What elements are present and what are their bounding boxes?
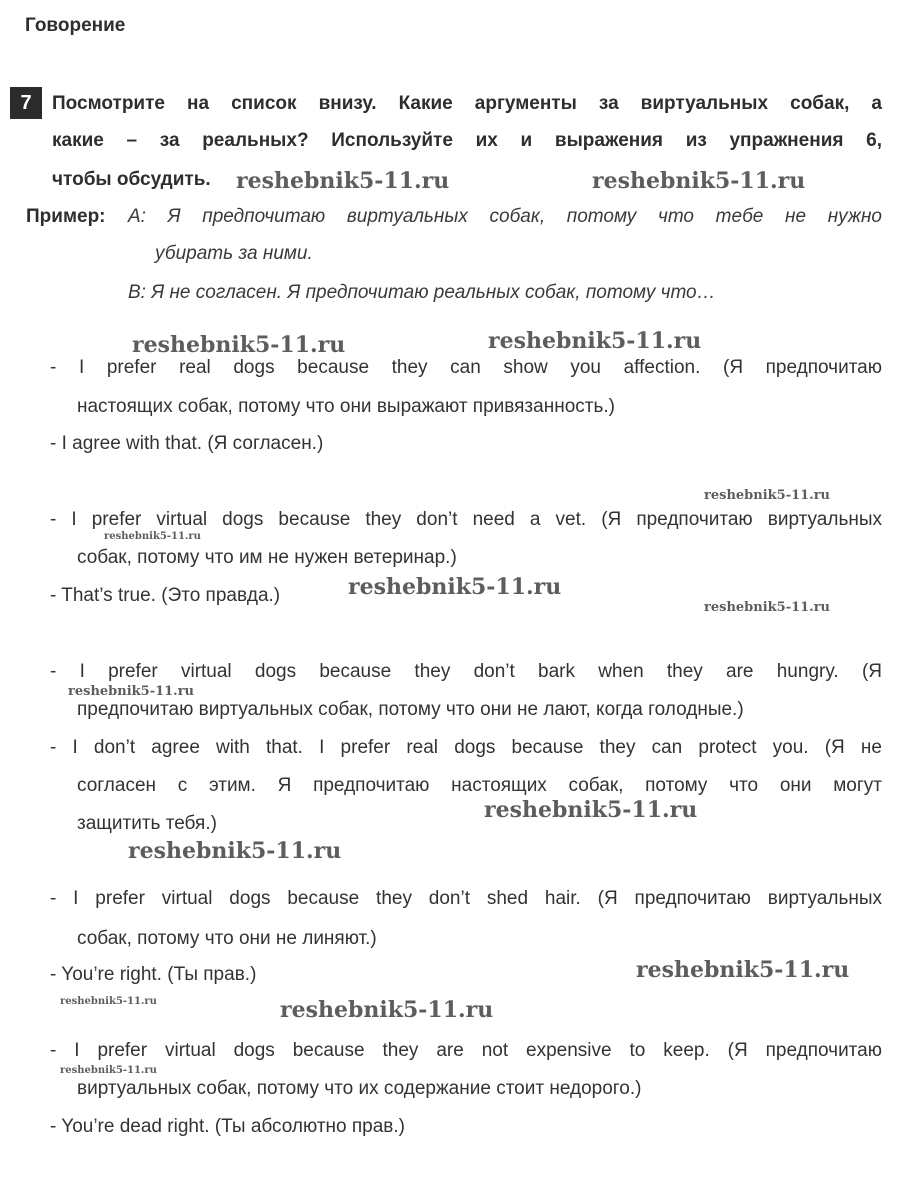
- example-line: A: Я предпочитаю виртуальных собак, потому что тебе не нужно: [128, 206, 882, 227]
- dialogue-line: - I don’t agree with that. I prefer real dogs because they can protect you. (Я не: [50, 737, 882, 758]
- watermark: reshebnik5-11.ru: [60, 1065, 157, 1076]
- dialogue-line: - I prefer virtual dogs because they don’t bark when they are hungry. (Я: [50, 661, 882, 682]
- dialogue-line: защитить тебя.): [77, 813, 217, 834]
- example-label: Пример:: [26, 206, 106, 227]
- dialogue-line: собак, потому что они не линяют.): [77, 928, 377, 949]
- dialogue-line: - I prefer real dogs because they can show you affection. (Я предпочитаю: [50, 357, 882, 378]
- dialogue-line: - I agree with that. (Я согласен.): [50, 433, 324, 454]
- watermark: reshebnik5-11.ru: [704, 600, 831, 615]
- watermark: reshebnik5-11.ru: [488, 328, 702, 354]
- dialogue-line: согласен с этим. Я предпочитаю настоящих собак, потому что они могут: [77, 775, 882, 796]
- watermark: reshebnik5-11.ru: [104, 531, 201, 542]
- watermark: reshebnik5-11.ru: [636, 957, 850, 983]
- watermark: reshebnik5-11.ru: [68, 684, 195, 699]
- watermark: reshebnik5-11.ru: [280, 997, 494, 1023]
- watermark: reshebnik5-11.ru: [348, 574, 562, 600]
- dialogue-line: - You’re right. (Ты прав.): [50, 964, 257, 985]
- dialogue-line: собак, потому что им не нужен ветеринар.): [77, 547, 457, 568]
- dialogue-line: - That’s true. (Это правда.): [50, 585, 281, 606]
- task-instruction-line: какие – за реальных? Используйте их и выражения из упражнения 6,: [52, 130, 882, 151]
- task-number-badge: 7: [10, 87, 42, 119]
- dialogue-line: виртуальных собак, потому что их содержание стоит недорого.): [77, 1078, 642, 1099]
- task-instruction-line: чтобы обсудить.: [52, 169, 211, 190]
- dialogue-line: - I prefer virtual dogs because they are not expensive to keep. (Я предпочитаю: [50, 1040, 882, 1061]
- watermark: reshebnik5-11.ru: [592, 168, 806, 194]
- watermark: reshebnik5-11.ru: [132, 332, 346, 358]
- example-line: убирать за ними.: [155, 243, 313, 264]
- dialogue-line: - You’re dead right. (Ты абсолютно прав.): [50, 1116, 405, 1137]
- watermark: reshebnik5-11.ru: [484, 797, 698, 823]
- dialogue-line: - I prefer virtual dogs because they don’t need a vet. (Я предпочитаю виртуальных: [50, 509, 882, 530]
- watermark: reshebnik5-11.ru: [60, 996, 157, 1007]
- watermark: reshebnik5-11.ru: [704, 488, 831, 503]
- dialogue-line: настоящих собак, потому что они выражают привязанность.): [77, 396, 615, 417]
- dialogue-line: - I prefer virtual dogs because they don’t shed hair. (Я предпочитаю виртуальных: [50, 888, 882, 909]
- watermark: reshebnik5-11.ru: [128, 838, 342, 864]
- task-instruction-line: Посмотрите на список внизу. Какие аргументы за виртуальных собак, а: [52, 93, 882, 114]
- dialogue-line: предпочитаю виртуальных собак, потому что они не лают, когда голодные.): [77, 699, 744, 720]
- example-line: B: Я не согласен. Я предпочитаю реальных собак, потому что…: [128, 282, 716, 303]
- section-title: Говорение: [25, 15, 126, 36]
- watermark: reshebnik5-11.ru: [236, 168, 450, 194]
